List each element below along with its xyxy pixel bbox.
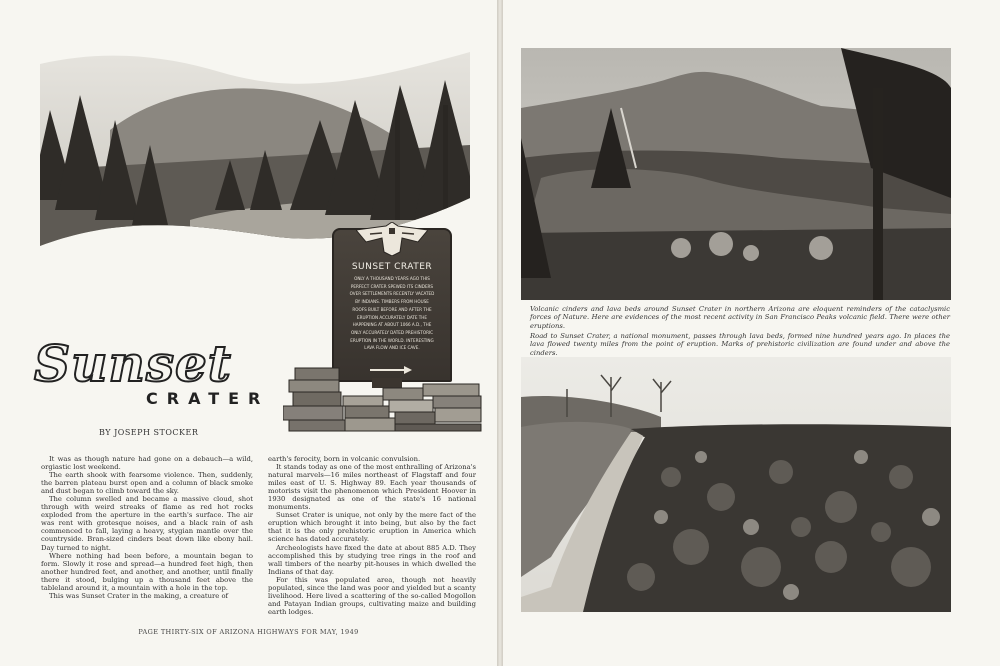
- paragraph: Where nothing had been before, a mountain began to form. Slowly it rose and spread—a hundred feet high, then another hundred feet, and another, and another, until finally there it stood, bulging up a thousand feet above the tableland around it, a mountain with a hole in the top.: [41, 551, 253, 592]
- stone-wall: [283, 366, 483, 432]
- paragraph: The earth shook with fearsome violence. Then, suddenly, the barren plateau burst open and a column of black smoke and dust began to climb toward the sky.: [41, 471, 253, 496]
- paragraph: This was Sunset Crater in the making, a creature of: [49, 591, 229, 600]
- crater-forest-photo: [40, 50, 470, 250]
- article-title-script: Sunset: [34, 334, 232, 393]
- caption-top: Volcanic cinders and lava beds around Sunset Crater in northern Arizona are eloquent reminders of the cataclysmic forces of Nature. Here are evidences of the most recent activity in San Francisco Peaks volcanic field. There were other eruptions.: [530, 305, 950, 330]
- paragraph: The column swelled and became a massive cloud, shot through with weird streaks of flame as red hot rocks exploded from the aperture in the earth's surface. The air was rent with grotesque noises, and a black rain of ash commenced to fall, laying a heavy, stygian mantle over the countryside. Bran-sized cinders beat down like ebony hail. Day turned to night.: [41, 495, 253, 552]
- text-column-2: [268, 455, 476, 616]
- caption-bottom: Road to Sunset Crater, a national monument, passes through lava beds, formed nine hundred years ago. In places the lava flowed twenty miles from the point of eruption. Marks of prehistoric civilization are found under and above the cinders.: [530, 332, 950, 357]
- sign-text: ONLY A THOUSAND YEARS AGO THIS PERFECT CRATER SPEWED ITS CINDERS OVER SETTLEMENTS RECENTLY VACATED BY INDIANS. TIMBERS FROM HOUSE ROOFS BUILT BEFORE AND AFTER THE ERUPTION ACCURATELY DATE THE HAPPENING AT ABOUT 1066 A.D., THE ONLY ACCURATELY DATED PREHISTORIC ERUPTION IN THE WORLD. INTERESTING LAVA FLOW AND ICE CAVE.: [349, 277, 435, 352]
- right-page: [503, 0, 1000, 666]
- paragraph: Archeologists have fixed the date at about 885 A.D. They accomplished this by studying tree rings in the roof and wall timbers of the nearby pit-houses in which dwelled the Indians of that day.: [268, 543, 476, 576]
- paragraph: It was as though nature had gone on a debauch—a wild, orgiastic lost weekend.: [41, 455, 253, 472]
- sign-title: SUNSET CRATER: [351, 262, 433, 272]
- road-lava-photo: [521, 357, 951, 612]
- left-page: [0, 0, 497, 666]
- paragraph: earth's ferocity, born in volcanic convulsion.: [268, 455, 421, 463]
- sunset-crater-sign: [332, 228, 452, 382]
- paragraph: Sunset Crater is unique, not only by the mere fact of the eruption which brought it into being, but also by the fact that it is the only prehistoric eruption in America which science has dated accurately.: [268, 511, 476, 544]
- article-title-caps: CRATER: [146, 389, 270, 408]
- lava-beds-photo: [521, 48, 951, 300]
- page-footer: PAGE THIRTY-SIX OF ARIZONA HIGHWAYS FOR MAY, 1949: [138, 628, 359, 636]
- text-column-1: [41, 455, 253, 600]
- paragraph: For this was populated area, though not heavily populated, since the land was poor and yielded but a scanty livelihood. Here lived a scattering of the so-called Mogollon and Patayan Indian groups, cultivating maize and building earth lodges.: [268, 575, 476, 616]
- thunderbird-emblem-icon: [356, 222, 428, 256]
- byline: BY JOSEPH STOCKER: [99, 428, 199, 437]
- paragraph: It stands today as one of the most enthralling of Arizona's natural marvels—16 miles northeast of Flagstaff and four miles east of U. S. Highway 89. Each year thousands of motorists visit the phenomenon which President Hoover in 1930 designated as one of the state's 16 national monuments.: [268, 463, 476, 512]
